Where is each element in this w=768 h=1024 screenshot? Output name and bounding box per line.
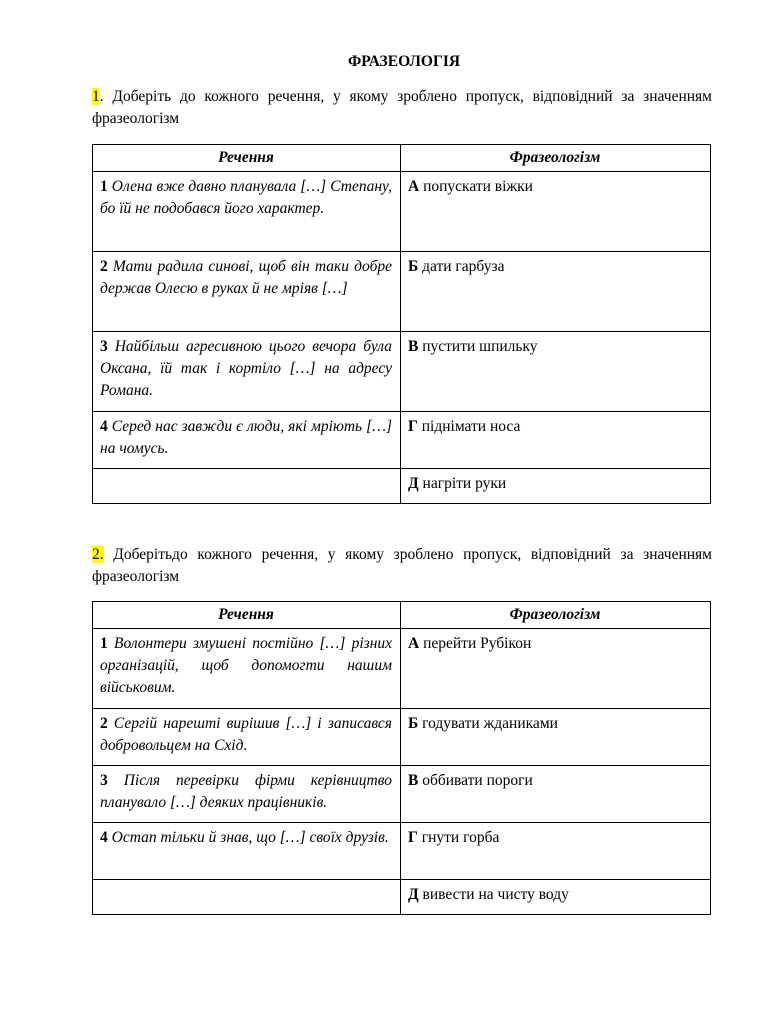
table-row bbox=[93, 412, 711, 469]
sentence-cell bbox=[93, 823, 401, 880]
table-header-row bbox=[93, 602, 711, 629]
task-2-number: 2. bbox=[92, 546, 104, 563]
sentence-number: 1 bbox=[100, 178, 108, 195]
task-1-instruction bbox=[92, 86, 712, 130]
table-row bbox=[93, 880, 711, 915]
sentence-number: 4 bbox=[100, 829, 108, 846]
phrase-text: пустити шпильку bbox=[422, 338, 538, 355]
table-header-row bbox=[93, 145, 711, 172]
sentence-cell bbox=[93, 412, 401, 469]
sentence-number: 2 bbox=[100, 715, 108, 732]
sentence-text: Серед нас завжди є люди, які мріють […] на чомусь. bbox=[100, 418, 393, 457]
phrase-letter: А bbox=[408, 178, 420, 195]
column-header-phrase: Фразеологізм bbox=[401, 602, 711, 629]
phrase-cell bbox=[401, 880, 711, 915]
phrase-letter: Г bbox=[408, 829, 418, 846]
table-row bbox=[93, 823, 711, 880]
table-row bbox=[93, 332, 711, 412]
phrase-text: вивести на чисту воду bbox=[422, 886, 569, 903]
phrase-cell bbox=[401, 469, 711, 504]
sentence-number: 4 bbox=[100, 418, 108, 435]
column-header-sentence: Речення bbox=[93, 602, 401, 629]
phrase-text: піднімати носа bbox=[421, 418, 521, 435]
task-1-text: . Доберіть до кожного речення, у якому зроблено пропуск, відповідний за значенням фразеологізм bbox=[92, 88, 712, 127]
phrase-cell bbox=[401, 252, 711, 332]
table-row bbox=[93, 469, 711, 504]
sentence-text: Олена вже давно планувала […] Степану, бо їй не подобався його характер. bbox=[100, 178, 392, 217]
phrase-letter: Д bbox=[408, 475, 419, 492]
sentence-text: Остап тільки й знав, що […] своїх друзів. bbox=[111, 829, 389, 846]
phrase-letter: Г bbox=[408, 418, 418, 435]
sentence-text: Волонтери змушені постійно […] різних організацій, щоб допомогти нашим військовим. bbox=[100, 635, 393, 696]
phrase-cell bbox=[401, 629, 711, 709]
phrase-letter: Б bbox=[408, 258, 419, 275]
sentence-text: Сергій нарешті вирішив […] і записався добровольцем на Схід. bbox=[100, 715, 393, 754]
table-row bbox=[93, 629, 711, 709]
sentence-cell bbox=[93, 252, 401, 332]
sentence-number: 3 bbox=[100, 772, 108, 789]
phrase-text: попускати віжки bbox=[423, 178, 533, 195]
phrase-text: оббивати пороги bbox=[422, 772, 533, 789]
phrase-cell bbox=[401, 412, 711, 469]
phrase-letter: В bbox=[408, 338, 419, 355]
phrase-text: гнути горба bbox=[421, 829, 500, 846]
sentence-cell bbox=[93, 172, 401, 252]
sentence-text: Після перевірки фірми керівництво планувало […] деяких працівників. bbox=[100, 772, 392, 811]
sentence-number: 2 bbox=[100, 258, 108, 275]
sentence-number: 3 bbox=[100, 338, 108, 355]
task-1-number: 1 bbox=[92, 88, 100, 105]
phrase-letter: Б bbox=[408, 715, 419, 732]
phrase-text: дати гарбуза bbox=[422, 258, 505, 275]
sentence-text: Найбільш агресивною цього вечора була Оксана, їй так і кортіло […] на адресу Романа. bbox=[100, 338, 392, 399]
sentence-number: 1 bbox=[100, 635, 108, 652]
page-title: ФРАЗЕОЛОГІЯ bbox=[347, 53, 461, 70]
phrase-cell bbox=[401, 172, 711, 252]
task-1-table bbox=[92, 144, 711, 504]
sentence-text: Мати радила синові, щоб він таки добре держав Олесю в руках й не мріяв […] bbox=[100, 258, 392, 297]
table-row bbox=[93, 709, 711, 766]
phrase-text: годувати жданиками bbox=[422, 715, 558, 732]
phrase-letter: Д bbox=[408, 886, 419, 903]
sentence-cell bbox=[93, 629, 401, 709]
phrase-letter: А bbox=[408, 635, 420, 652]
phrase-cell bbox=[401, 709, 711, 766]
phrase-letter: В bbox=[408, 772, 419, 789]
phrase-text: перейти Рубікон bbox=[423, 635, 532, 652]
column-header-sentence: Речення bbox=[93, 145, 401, 172]
task-2-table bbox=[92, 601, 711, 915]
sentence-cell bbox=[93, 766, 401, 823]
task-2-instruction bbox=[92, 544, 712, 588]
phrase-cell bbox=[401, 823, 711, 880]
task-2-text: Доберітьдо кожного речення, у якому зроблено пропуск, відповідний за значенням фразеологізм bbox=[92, 546, 712, 585]
table-row bbox=[93, 766, 711, 823]
phrase-cell bbox=[401, 766, 711, 823]
table-row bbox=[93, 252, 711, 332]
column-header-phrase: Фразеологізм bbox=[401, 145, 711, 172]
phrase-text: нагріти руки bbox=[422, 475, 507, 492]
sentence-cell bbox=[93, 332, 401, 412]
sentence-cell bbox=[93, 709, 401, 766]
sentence-cell-empty bbox=[93, 880, 401, 915]
phrase-cell bbox=[401, 332, 711, 412]
sentence-cell-empty bbox=[93, 469, 401, 504]
table-row bbox=[93, 172, 711, 252]
